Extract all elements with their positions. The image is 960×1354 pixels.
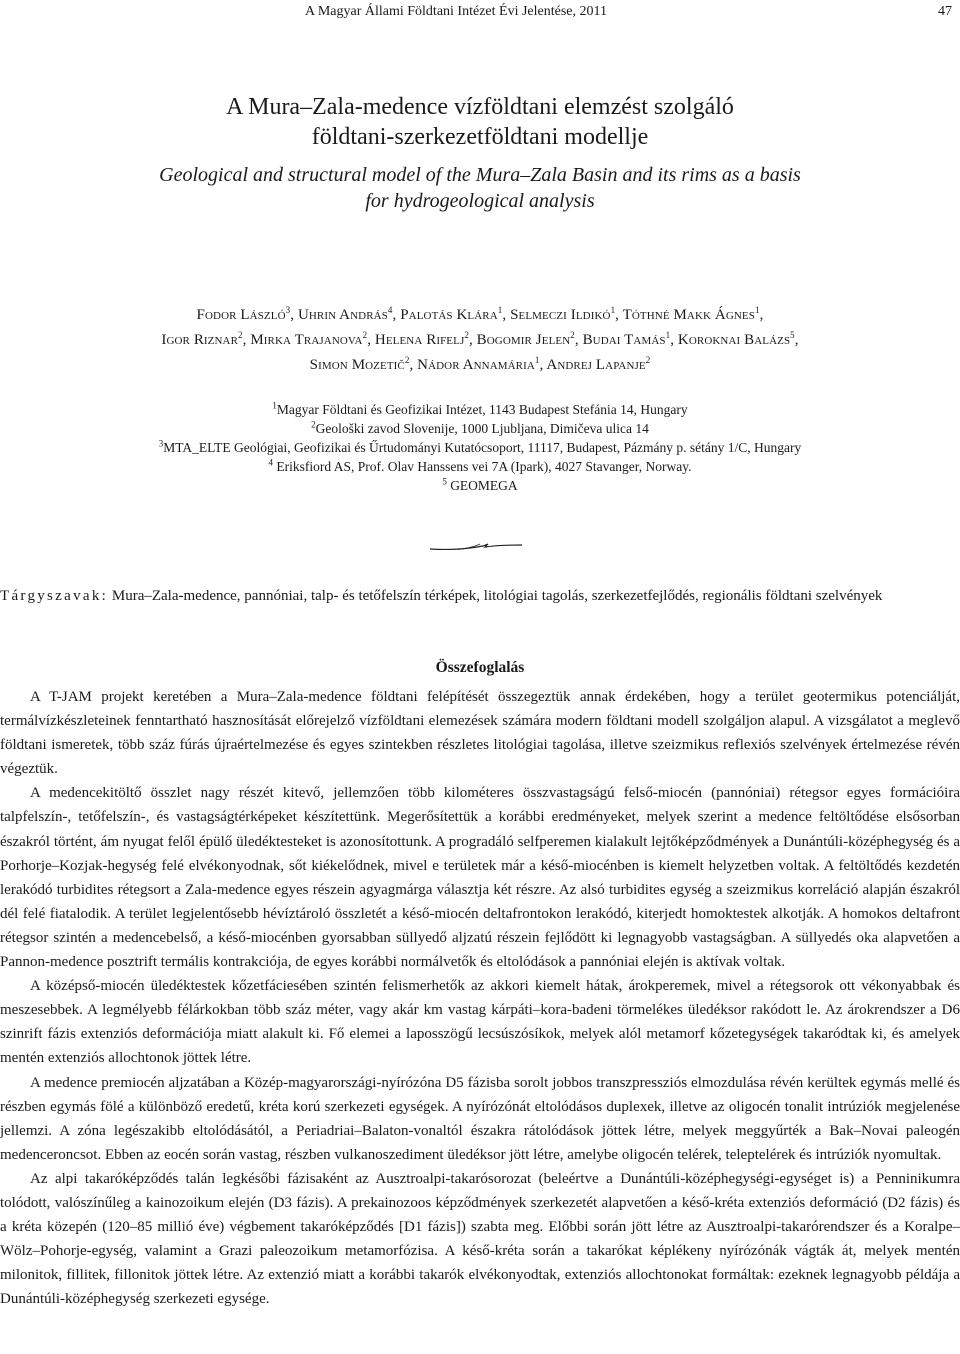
author: Uhrin András$^4$ bbox=[297, 305, 393, 323]
author: Palotás Klára$^1$ bbox=[400, 305, 503, 323]
author: Koroknai Balázs$^5$ bbox=[677, 330, 795, 348]
abstract-heading: Összefoglalás bbox=[435, 659, 525, 676]
running-header bbox=[0, 4, 960, 24]
abstract-paragraph: Az alpi takaróképződés talán legkésőbi fázisaként az Ausztroalpi-takarósorozat (beleértve a Dunántúli-középhegységi-egységet is) a Penninikumra tolódott, valószínűleg a kainozoikum elején (D3 fázis). A prekainozoos képződmények szerkezetét alapvetően a késő-kréta extenziós deformáció (D2 fázis) és a kréta közepén (120–85 millió éve) végbement takaróképződés [D1 fázis]) szabta meg. Előbbi során jött létre az Ausztroalpi-takarórendszer és a Koralpe–Wölz–Pohorje-egység, valamint a Grazi paleozoikum metamorfózisa. A késő-kréta során a takarókat képlékeny nyírózónák vágták át, melyek mentén milonitok, fillitek, fillonitok jöttek létre. Az extenzió miatt a korábbi takarók elvékonyodtak, extenziós allochtonokat formáltak: ezeknek legnagyobb példája a Dunántúli-középhegység szerkezeti egysége. bbox=[0, 1170, 960, 1308]
affiliation: $^4$ Eriksfiord AS, Prof. Olav Hanssens vei 7A (Ipark), 4027 Stavanger, Norway. bbox=[268, 457, 692, 474]
author: Tóthné Makk Ágnes$^1$ bbox=[622, 305, 760, 323]
hungarian-title-line: A Mura–Zala-medence vízföldtani elemzést szolgáló bbox=[226, 94, 734, 120]
author: Simon Mozetič$^2$ bbox=[309, 355, 410, 373]
author: Mirka Trajanova$^2$ bbox=[250, 330, 368, 348]
author: Helena Rifelj$^2$ bbox=[374, 330, 469, 348]
author-line: Simon Mozetič$^2$, Nádor Annamária$^1$, Andrej Lapanje$^2$ bbox=[309, 355, 651, 373]
author: Selmeczi Ildikó$^1$ bbox=[510, 305, 616, 323]
hungarian-title-line: földtani-szerkezetföldtani modellje bbox=[311, 124, 649, 150]
keywords-text: Mura–Zala-medence, pannóniai, talp- és tetőfelszín térképek, litológiai tagolás, szerkezetfejlődés, regionális földtani szelvények bbox=[108, 588, 883, 604]
author: Bogomir Jelen$^2$ bbox=[476, 330, 575, 348]
author: Igor Riznar$^2$ bbox=[161, 330, 243, 348]
affiliation: $^3$MTA_ELTE Geológiai, Geofizikai és Űrtudományi Kutatócsoport, 11117, Budapest, Pázmány p. sétány 1/C, Hungary bbox=[158, 438, 802, 455]
affiliation: $^5$ GEOMEGA bbox=[442, 476, 518, 493]
affiliation-list bbox=[0, 400, 960, 495]
author: Fodor László$^3$ bbox=[196, 305, 291, 323]
author-line: Fodor László$^3$, Uhrin András$^4$, Palotás Klára$^1$, Selmeczi Ildikó$^1$, Tóthné Makk Ágnes$^1$, bbox=[196, 305, 764, 323]
english-title-line: Geological and structural model of the Mura–Zala Basin and its rims as a basis bbox=[159, 164, 801, 186]
abstract-paragraph: A T-JAM projekt keretében a Mura–Zala-medence földtani felépítését összegeztük annak érdekében, hogy a terület geotermikus potenciálját, termálvízkészleteinek fenntartható hasznosítását előrejelző vízföldtani elemezések számára modern földtani modell szolgáljon alapul. A vizsgálatot a meglevő földtani ismeretek, több száz fúrás újraértelmezése és egyes szintekben részletes litológiai tagolása, illetve szeizmikus reflexiós szelvények értelmezése révén végeztük. bbox=[0, 689, 960, 778]
affiliation: $^2$Geološki zavod Slovenije, 1000 Ljubljana, Dimičeva ulica 14 bbox=[311, 419, 649, 436]
page-number: 47 bbox=[938, 4, 952, 19]
keywords-label: Tárgyszavak: bbox=[0, 588, 109, 604]
title-block bbox=[0, 92, 960, 214]
english-title bbox=[0, 162, 960, 214]
abstract-paragraph: A medencekitöltő összlet nagy részét kitevő, jellemzően több kilométeres összvastagságú felső-miocén (pannóniai) rétegsor egyes formációira talpfelszín-, tetőfelszín-, és vastagságtérképeket készítettünk. Megerősítettük a korábbi eredményeket, melyek szerint a medence feltöltődése elsősorban északról történt, ám nyugat felől épülő üledéktesteket is azonosítottunk. A progradáló selfperemen kialakult lejtőképződmények a Dunántúli-középhegység és a Porhorje–Kozjak-hegység felé elvékonyodnak, sőt kiékelődnek, mivel e területek már a késő-miocénben is kiemelt helyzetben voltak. A feltöltődés kezdetén lerakódó turbidites rétegsort a Zala-medence egyes részein agyagmárga választja két részre. Az alsó turbidites egység a szeizmikus korreláció alapján északról dél felé fiatalodik. A terület legjelentősebb hévíztároló összletét a késő-miocén deltafrontokon lerakódó, kiterjedt homoktestek alkotják. A homokos deltafront rétegsor szintén a medencebelső, a késő-miocénben gyorsabban süllyedő aljzatú részein fejlődött ki legnagyobb vastagságban. A süllyedés oka alapvetően a Pannon-medence posztrift termális kontrakciója, de egyes korábbi normálvetők és eltolódások a pannóniai elején is aktívak voltak. bbox=[0, 785, 960, 971]
author-list bbox=[0, 303, 960, 378]
author: Andrej Lapanje$^2$ bbox=[546, 355, 651, 373]
hungarian-title bbox=[0, 92, 960, 152]
keywords bbox=[0, 584, 960, 608]
abstract-paragraph: A középső-miocén üledéktestek kőzetfáciesében szintén felismerhetők az akkori kiemelt hátak, árokperemek, mivel a rétegsorok ott vékonyabbak és meszesebbek. A legmélyebb félárkokban több száz méter, vagy akár km vastag kárpáti–kora-badeni törmelékes üledéksor rakódott le. Az árokrendszer a D6 szinrift fázis extenziós deformációja miatt alakult ki. Fő elemei a laposszögű lecsúszósíkok, melyek alól metamorf kőzetegységek takaródtak ki, és amelyek mentén extenziós allochtonok jöttek létre. bbox=[0, 978, 960, 1067]
author-line: Igor Riznar$^2$, Mirka Trajanova$^2$, Helena Rifelj$^2$, Bogomir Jelen$^2$, Budai Tamás$^1$, Koroknai Balázs$^5$, bbox=[161, 330, 799, 348]
journal-title: A Magyar Állami Földtani Intézet Évi Jelentése, 2011 bbox=[305, 4, 607, 19]
author: Nádor Annamária$^1$ bbox=[417, 355, 540, 373]
ornament-divider bbox=[428, 540, 524, 554]
english-title-line: for hydrogeological analysis bbox=[365, 190, 595, 212]
abstract-paragraph: A medence premiocén aljzatában a Közép-magyarországi-nyírózóna D5 fázisba sorolt jobbos transzpressziós elmozdulása révén kerültek egymás mellé és részben egymás fölé a különböző eredetű, kréta korú szerkezeti egységek. A nyírózónát eltolódásos duplexek, illetve az oligocén tonalit intrúziók megjelenése jellemzi. A zóna legészakibb eltolódásától, a Periadriai–Balaton-vonaltól északra rátolódások jöttek létre, melyek meggyűrték a Bak–Novai paleogén medenceroncsot. Ebben az eocén során vastag, részben vulkanoszediment üledéksor jött létre, amelybe oligocén telérek, teleptelérek és intrúziók nyomultak. bbox=[0, 1074, 960, 1163]
author: Budai Tamás$^1$ bbox=[582, 330, 671, 348]
affiliation: $^1$Magyar Földtani és Geofizikai Intézet, 1143 Budapest Stefánia 14, Hungary bbox=[272, 400, 688, 417]
abstract-body bbox=[0, 685, 960, 1311]
